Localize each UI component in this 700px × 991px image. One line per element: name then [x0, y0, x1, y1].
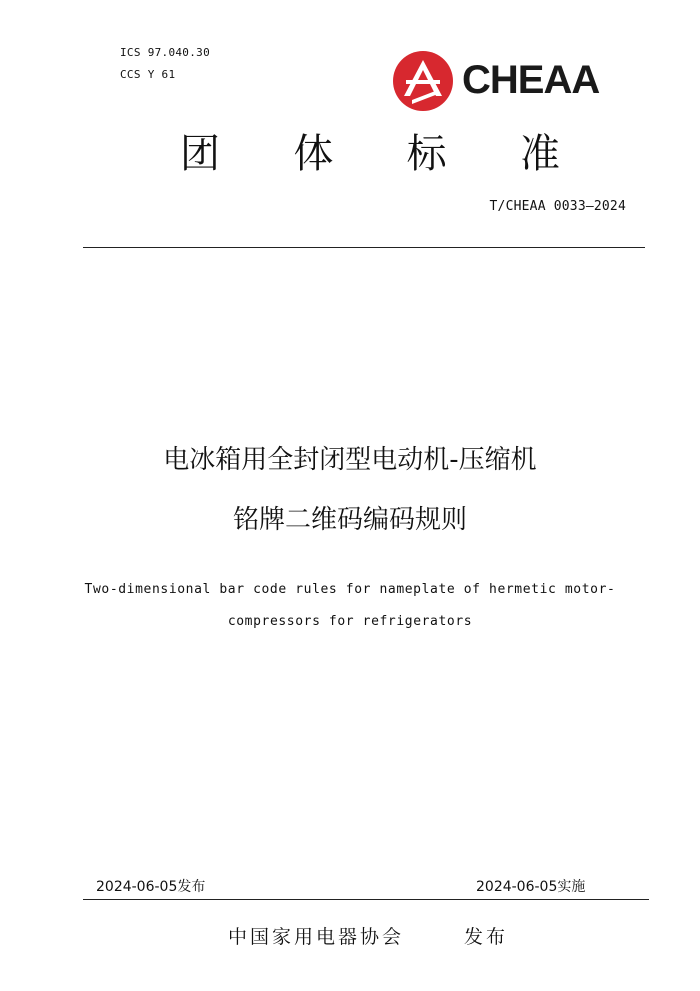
standard-type-title	[180, 128, 560, 180]
standard-type-char: 体	[293, 131, 334, 177]
publish-date: 2024-06-05发布	[96, 879, 206, 895]
logo-text: CHEAA	[462, 58, 600, 102]
cheaa-emblem-icon	[392, 50, 456, 112]
issued-label: 发布	[464, 926, 509, 948]
english-title-line-1: Two-dimensional bar code rules for nameplate of hermetic motor-	[84, 582, 616, 597]
ccs-code: CCS Y 61	[120, 68, 176, 81]
bottom-divider	[83, 899, 649, 900]
issuer-name: 中国家用电器协会	[228, 926, 405, 948]
english-title-line-2: compressors for refrigerators	[227, 614, 473, 629]
standard-type-char: 标	[406, 131, 447, 177]
standard-type-char: 团	[180, 131, 220, 177]
ics-code: ICS 97.040.30	[120, 46, 210, 59]
top-divider	[83, 247, 645, 248]
standard-number: T/CHEAA 0033—2024	[489, 199, 626, 214]
chinese-title-line-1: 电冰箱用全封闭型电动机-压缩机	[163, 445, 537, 475]
chinese-title-line-2: 铭牌二维码编码规则	[232, 505, 467, 535]
standard-type-char: 准	[519, 131, 560, 177]
implement-date: 2024-06-05实施	[476, 879, 586, 895]
